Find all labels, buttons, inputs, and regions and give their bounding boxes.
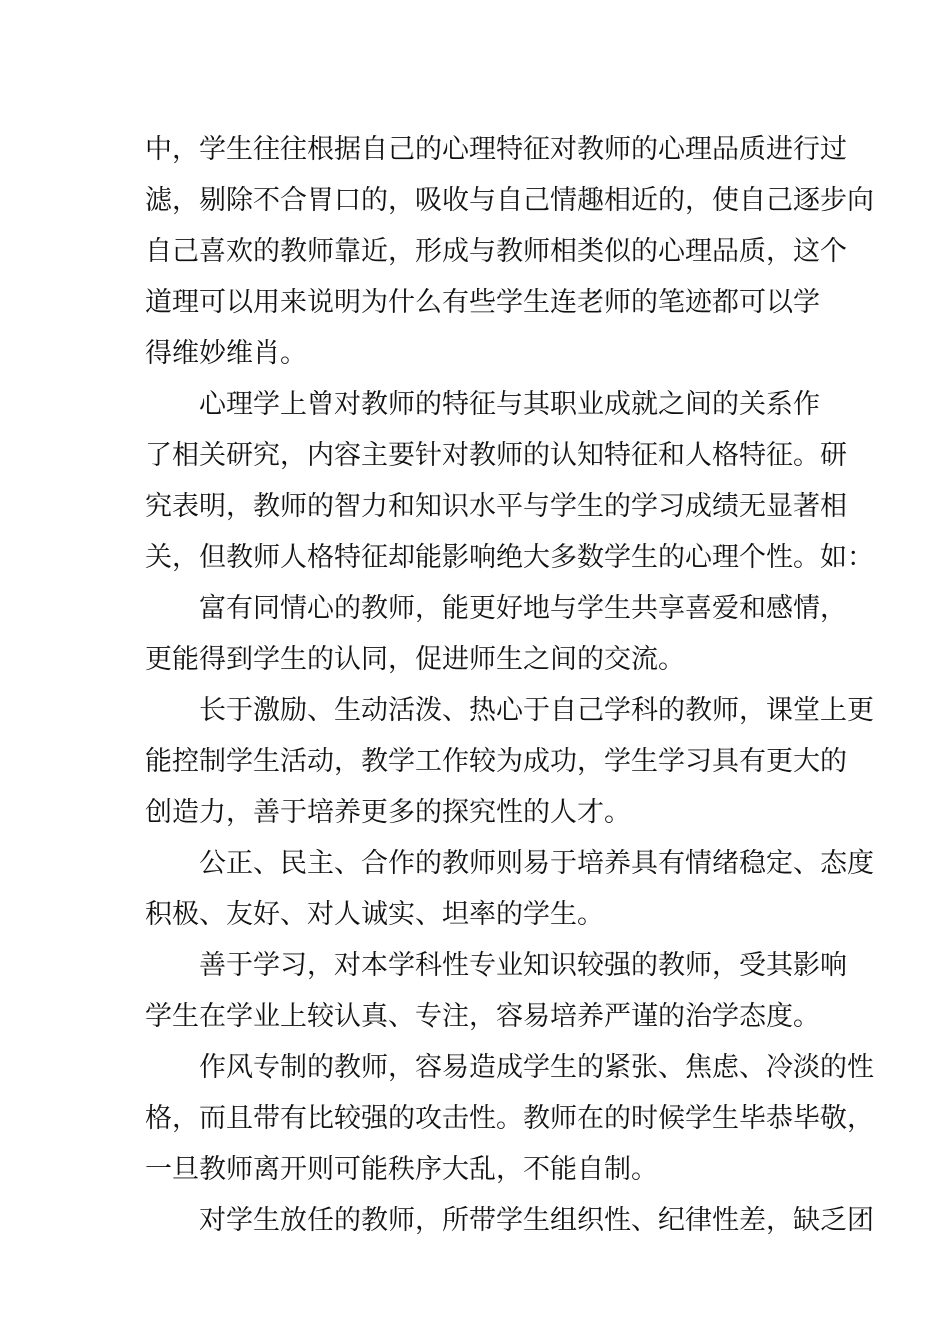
paragraph [145, 685, 874, 838]
document-body [145, 124, 874, 1246]
text-line: 对学生放任的教师，所带学生组织性、纪律性差，缺乏团 [199, 1205, 874, 1236]
paragraph [145, 838, 874, 940]
text-line: 自己喜欢的教师靠近，形成与教师相类似的心理品质，这个 [145, 236, 847, 267]
text-line: 究表明，教师的智力和知识水平与学生的学习成绩无显著相 [145, 491, 847, 522]
paragraph [145, 583, 847, 685]
text-line: 了相关研究，内容主要针对教师的认知特征和人格特征。研 [145, 440, 847, 471]
text-line: 富有同情心的教师，能更好地与学生共享喜爱和感情， [199, 593, 847, 624]
text-line: 中，学生往往根据自己的心理特征对教师的心理品质进行过 [145, 134, 847, 165]
text-line: 能控制学生活动，教学工作较为成功，学生学习具有更大的 [145, 746, 847, 777]
text-line: 一旦教师离开则可能秩序大乱，不能自制。 [145, 1154, 658, 1185]
paragraph [145, 1042, 874, 1195]
text-line: 创造力，善于培养更多的探究性的人才。 [145, 797, 631, 828]
text-line: 道理可以用来说明为什么有些学生连老师的笔迹都可以学 [145, 287, 820, 318]
text-line: 积极、友好、对人诚实、坦率的学生。 [145, 899, 604, 930]
text-line: 作风专制的教师，容易造成学生的紧张、焦虑、冷淡的性 [199, 1052, 874, 1083]
text-line: 心理学上曾对教师的特征与其职业成就之间的关系作 [199, 389, 820, 420]
paragraph [145, 379, 874, 583]
text-line: 长于激励、生动活泼、热心于自己学科的教师，课堂上更 [199, 695, 874, 726]
paragraph [145, 1195, 874, 1246]
text-line: 得维妙维肖。 [145, 338, 307, 369]
text-line: 关，但教师人格特征却能影响绝大多数学生的心理个性。如： [145, 542, 874, 573]
paragraph [145, 124, 874, 379]
text-line: 公正、民主、合作的教师则易于培养具有情绪稳定、态度 [199, 848, 874, 879]
text-line: 善于学习，对本学科性专业知识较强的教师，受其影响 [199, 950, 847, 981]
text-line: 更能得到学生的认同，促进师生之间的交流。 [145, 644, 685, 675]
paragraph [145, 940, 847, 1042]
text-line: 格，而且带有比较强的攻击性。教师在的时候学生毕恭毕敬， [145, 1103, 874, 1134]
text-line: 学生在学业上较认真、专注，容易培养严谨的治学态度。 [145, 1001, 820, 1032]
text-line: 滤，剔除不合胃口的，吸收与自己情趣相近的，使自己逐步向 [145, 185, 874, 216]
